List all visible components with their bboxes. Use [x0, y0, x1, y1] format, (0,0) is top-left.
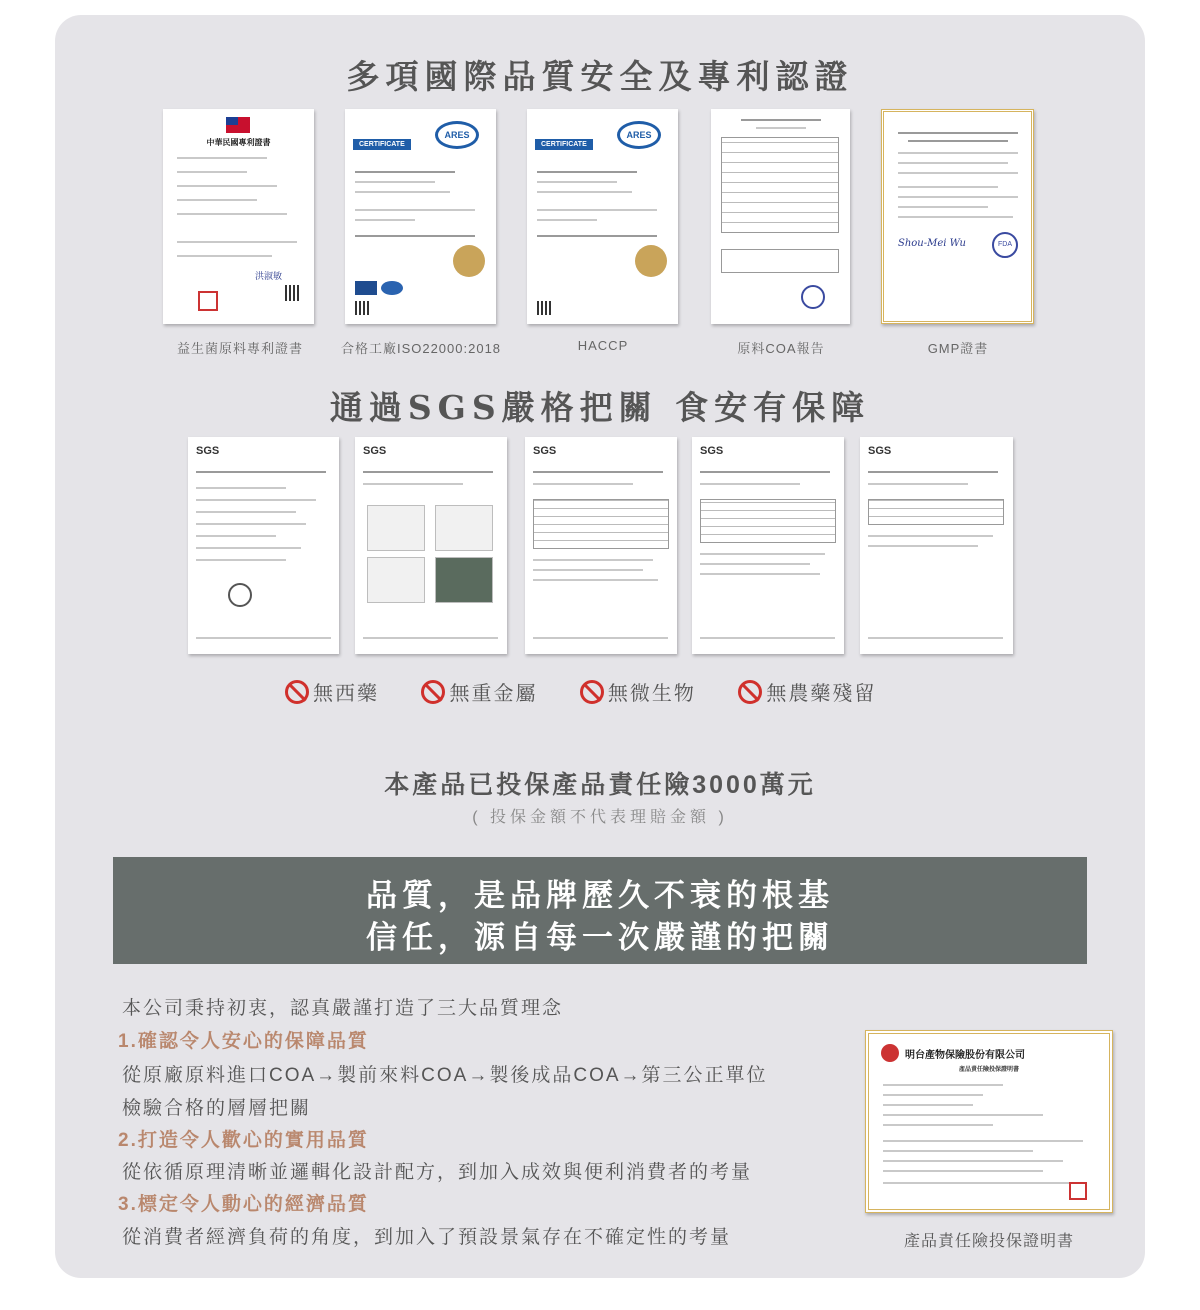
sgs-logo: SGS: [363, 445, 387, 457]
sgs-logo: SGS: [533, 445, 557, 457]
banner-line-2: 信任，源自每一次嚴謹的把關: [366, 920, 834, 956]
tag-no-pesticide: 無農藥殘留: [738, 677, 876, 706]
fda-stamp: FDA: [992, 232, 1018, 258]
prohibited-icon: [421, 680, 445, 704]
iso-cert-header: CERTIFICATE: [353, 139, 411, 150]
principle-1-line-1: 從原廠原料進口COA→製前來料COA→製後成品COA→第三公正單位: [122, 1065, 768, 1086]
ias-logo-icon: [355, 281, 377, 295]
sgs-seal-icon: [228, 583, 252, 607]
sgs-report-2: [355, 437, 507, 654]
result-table: [533, 499, 669, 549]
qr-code-icon: [285, 285, 301, 301]
ares-logo: ARES: [617, 121, 661, 149]
caption-insurance-cert: 產品責任險投保證明書: [903, 1233, 1074, 1250]
certifications-title: 多項國際品質安全及專利認證: [346, 57, 854, 96]
sgs-report-3: [525, 437, 677, 654]
taiwan-flag-icon: [226, 117, 250, 133]
principle-3-heading: 3.標定令人動心的經濟品質: [118, 1194, 369, 1215]
red-seal-icon: [198, 291, 218, 311]
patent-cert-header: 中華民國專利證書: [206, 138, 271, 147]
prohibited-icon: [285, 680, 309, 704]
sgs-report-1: [188, 437, 339, 654]
caption-iso: 合格工廠ISO22000:2018: [340, 341, 502, 356]
principle-1-line-2: 檢驗合格的層層把關: [122, 1098, 312, 1119]
gold-seal-icon: [635, 245, 667, 277]
coa-table: [721, 137, 839, 233]
sample-photo: [367, 505, 425, 551]
qr-code-icon: [355, 301, 369, 315]
caption-coa: 原料COA報告: [737, 341, 825, 356]
sample-photo: [435, 557, 493, 603]
caption-haccp: HACCP: [577, 338, 629, 353]
philosophy-intro: 本公司秉持初衷，認真嚴謹打造了三大品質理念: [122, 998, 564, 1019]
caption-gmp: GMP證書: [927, 341, 989, 356]
sgs-title: 通過SGS嚴格把關 食安有保障: [329, 388, 871, 427]
red-seal-icon: [1069, 1182, 1087, 1200]
gold-seal-icon: [453, 245, 485, 277]
tag-no-microbes: 無微生物: [580, 677, 696, 706]
sgs-report-4: [692, 437, 844, 654]
sgs-logo: SGS: [700, 445, 724, 457]
haccp-certificate: [527, 109, 678, 324]
sgs-logo: SGS: [196, 445, 220, 457]
gmp-certificate: [881, 109, 1034, 324]
principle-1-heading: 1.確認令人安心的保障品質: [118, 1031, 369, 1052]
patent-certificate: [163, 109, 314, 324]
principle-2-line-1: 從依循原理清晰並邏輯化設計配方，到加入成效與便利消費者的考量: [122, 1162, 753, 1183]
quality-banner: [113, 857, 1087, 964]
haccp-cert-header: CERTIFICATE: [535, 139, 593, 150]
prohibited-icon: [580, 680, 604, 704]
coa-report: [711, 109, 850, 324]
iaf-logo-icon: [381, 281, 403, 295]
ares-logo: ARES: [435, 121, 479, 149]
patent-signature: 洪淑敏: [255, 271, 283, 281]
tag-no-western-medicine: 無西藥: [285, 677, 379, 706]
insurance-note: ( 投保金額不代表理賠金額 ): [472, 809, 728, 826]
insurance-title: 本產品已投保產品責任險3000萬元: [384, 771, 816, 799]
result-table: [868, 499, 1004, 525]
principle-3-line-1: 從消費者經濟負荷的角度，到加入了預設景氣存在不確定性的考量: [122, 1227, 732, 1248]
result-table: [700, 499, 836, 543]
blue-stamp-icon: [801, 285, 825, 309]
insurance-doc-title: 產品責任險投保證明書: [958, 1067, 1019, 1073]
safety-tags: [285, 677, 914, 709]
caption-patent: 益生菌原料專利證書: [176, 341, 303, 356]
principle-2-heading: 2.打造令人歡心的實用品質: [118, 1130, 369, 1151]
sgs-report-5: [860, 437, 1013, 654]
iso22000-certificate: [345, 109, 496, 324]
sample-photo: [367, 557, 425, 603]
qr-code-icon: [537, 301, 551, 315]
insurer-name: 明台產物保險股份有限公司: [905, 1050, 1025, 1061]
tag-no-heavy-metals: 無重金屬: [421, 677, 537, 706]
sgs-logo: SGS: [868, 445, 892, 457]
gmp-signature: Shou-Mei Wu: [898, 238, 966, 249]
banner-line-1: 品質，是品牌歷久不衰的根基: [366, 878, 834, 914]
sample-photo: [435, 505, 493, 551]
prohibited-icon: [738, 680, 762, 704]
insurance-certificate: [865, 1030, 1113, 1213]
company-logo-icon: [881, 1044, 899, 1062]
